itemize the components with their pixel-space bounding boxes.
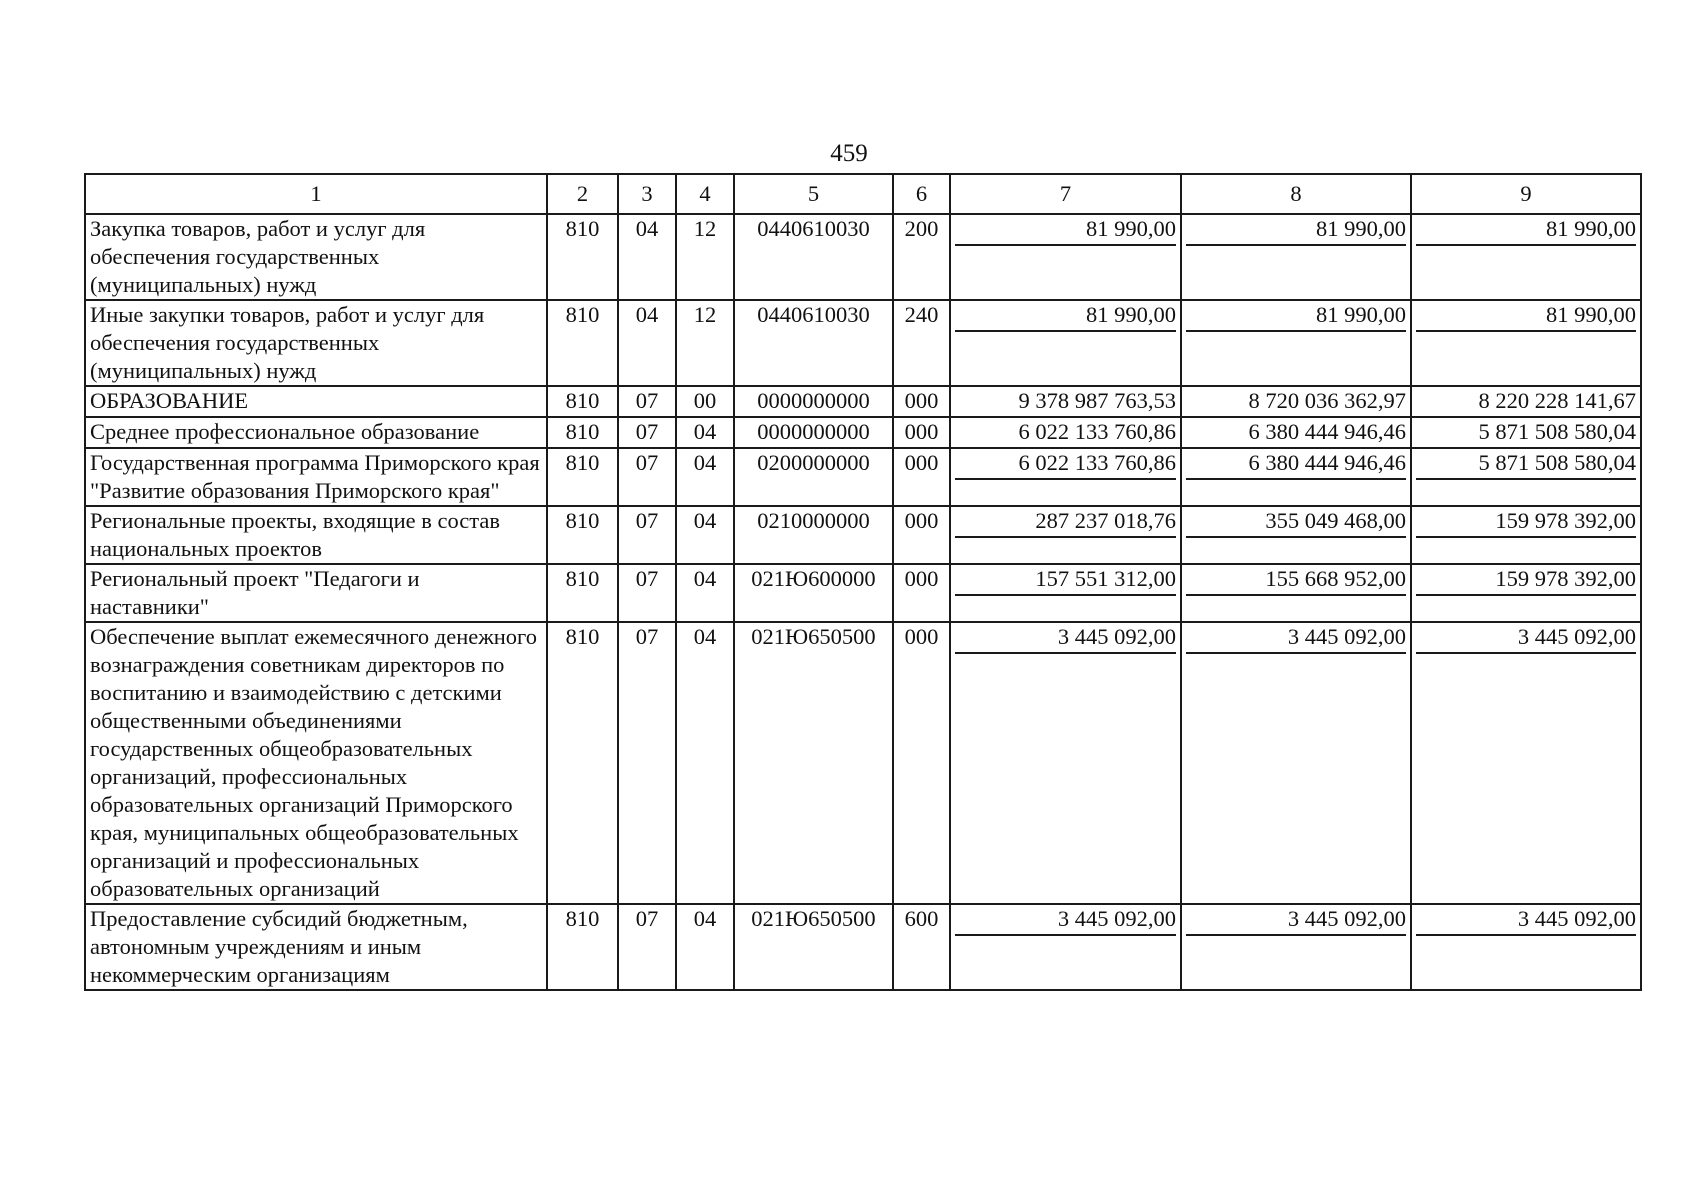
row-gr-code: 810 (547, 506, 618, 564)
row-name: Региональный проект "Педагоги и наставники" (85, 564, 547, 622)
row-vr-code: 000 (893, 417, 950, 448)
row-gr-code: 810 (547, 564, 618, 622)
row-amount-8: 81 990,00 (1186, 301, 1406, 332)
row-amount-9: 159 978 392,00 (1416, 507, 1636, 538)
row-amount-9: 5 871 508 580,04 (1416, 449, 1636, 480)
row-amount-7: 9 378 987 763,53 (955, 387, 1176, 418)
column-header: 1 (85, 174, 547, 214)
row-cs-code: 0200000000 (734, 448, 893, 506)
table-row (85, 622, 1641, 904)
row-vr-code: 000 (893, 564, 950, 622)
row-amount-7: 6 022 133 760,86 (955, 449, 1176, 480)
row-vr-code: 000 (893, 386, 950, 417)
row-pr-code: 00 (676, 386, 734, 417)
row-pr-code: 04 (676, 564, 734, 622)
row-amount-7: 157 551 312,00 (955, 565, 1176, 596)
column-header: 3 (618, 174, 676, 214)
header-row (85, 174, 1641, 214)
row-rz-code: 07 (618, 564, 676, 622)
row-rz-code: 07 (618, 386, 676, 417)
row-cs-code: 0440610030 (734, 300, 893, 386)
row-amount-8: 6 380 444 946,46 (1186, 449, 1406, 480)
row-amount-9: 3 445 092,00 (1416, 905, 1636, 936)
table-row (85, 448, 1641, 506)
row-name: Закупка товаров, работ и услуг для обеспечения государственных (муниципальных) нужд (85, 214, 547, 300)
row-gr-code: 810 (547, 448, 618, 506)
budget-table (84, 173, 1642, 991)
row-cs-code: 021Ю650500 (734, 904, 893, 990)
row-pr-code: 12 (676, 300, 734, 386)
row-amount-8: 81 990,00 (1186, 215, 1406, 246)
row-name: Государственная программа Приморского края "Развитие образования Приморского края" (85, 448, 547, 506)
row-cs-code: 0210000000 (734, 506, 893, 564)
column-header: 7 (950, 174, 1181, 214)
table-row (85, 506, 1641, 564)
row-cs-code: 0000000000 (734, 386, 893, 417)
row-amount-8: 3 445 092,00 (1186, 905, 1406, 936)
row-name: Региональные проекты, входящие в состав национальных проектов (85, 506, 547, 564)
row-amount-7: 6 022 133 760,86 (955, 418, 1176, 449)
row-amount-8: 6 380 444 946,46 (1186, 418, 1406, 449)
row-rz-code: 07 (618, 622, 676, 904)
row-vr-code: 200 (893, 214, 950, 300)
row-pr-code: 04 (676, 417, 734, 448)
column-header: 8 (1181, 174, 1411, 214)
row-amount-7: 3 445 092,00 (955, 623, 1176, 654)
row-vr-code: 240 (893, 300, 950, 386)
row-cs-code: 021Ю650500 (734, 622, 893, 904)
row-rz-code: 07 (618, 417, 676, 448)
row-amount-9: 8 220 228 141,67 (1416, 387, 1636, 418)
row-cs-code: 021Ю600000 (734, 564, 893, 622)
row-name: Обеспечение выплат ежемесячного денежного вознаграждения советникам директоров по воспитанию и взаимодействию с детскими общественными объединениями государственных общеобразовательных организаций, профессиональных образовательных организаций Приморского края, муниципальных общеобразовательных организаций и профессиональных образовательных организаций (85, 622, 547, 904)
row-gr-code: 810 (547, 417, 618, 448)
row-amount-8: 155 668 952,00 (1186, 565, 1406, 596)
row-gr-code: 810 (547, 300, 618, 386)
row-gr-code: 810 (547, 622, 618, 904)
page-number: 459 (830, 140, 868, 167)
row-rz-code: 04 (618, 300, 676, 386)
row-vr-code: 000 (893, 448, 950, 506)
row-gr-code: 810 (547, 904, 618, 990)
row-amount-7: 287 237 018,76 (955, 507, 1176, 538)
row-vr-code: 600 (893, 904, 950, 990)
row-pr-code: 12 (676, 214, 734, 300)
column-header: 5 (734, 174, 893, 214)
column-header: 4 (676, 174, 734, 214)
table-row (85, 300, 1641, 386)
row-amount-7: 81 990,00 (955, 215, 1176, 246)
row-amount-9: 81 990,00 (1416, 215, 1636, 246)
column-header: 2 (547, 174, 618, 214)
table-row (85, 564, 1641, 622)
row-amount-8: 8 720 036 362,97 (1186, 387, 1406, 418)
row-rz-code: 07 (618, 448, 676, 506)
row-rz-code: 07 (618, 904, 676, 990)
row-name: Среднее профессиональное образование (85, 417, 547, 448)
row-cs-code: 0000000000 (734, 417, 893, 448)
row-pr-code: 04 (676, 904, 734, 990)
row-amount-7: 3 445 092,00 (955, 905, 1176, 936)
table-row (85, 417, 1641, 448)
row-name: Иные закупки товаров, работ и услуг для обеспечения государственных (муниципальных) нужд (85, 300, 547, 386)
row-name: ОБРАЗОВАНИЕ (85, 386, 547, 417)
column-header: 9 (1411, 174, 1641, 214)
row-cs-code: 0440610030 (734, 214, 893, 300)
row-pr-code: 04 (676, 448, 734, 506)
row-rz-code: 04 (618, 214, 676, 300)
table-row (85, 214, 1641, 300)
row-amount-8: 3 445 092,00 (1186, 623, 1406, 654)
row-amount-9: 81 990,00 (1416, 301, 1636, 332)
row-vr-code: 000 (893, 506, 950, 564)
row-gr-code: 810 (547, 386, 618, 417)
row-amount-9: 159 978 392,00 (1416, 565, 1636, 596)
row-pr-code: 04 (676, 622, 734, 904)
row-gr-code: 810 (547, 214, 618, 300)
row-pr-code: 04 (676, 506, 734, 564)
row-name: Предоставление субсидий бюджетным, автономным учреждениям и иным некоммерческим организациям (85, 904, 547, 990)
row-amount-9: 5 871 508 580,04 (1416, 418, 1636, 449)
table-row (85, 904, 1641, 990)
table-row (85, 386, 1641, 417)
row-vr-code: 000 (893, 622, 950, 904)
column-header: 6 (893, 174, 950, 214)
row-amount-7: 81 990,00 (955, 301, 1176, 332)
row-amount-8: 355 049 468,00 (1186, 507, 1406, 538)
row-amount-9: 3 445 092,00 (1416, 623, 1636, 654)
row-rz-code: 07 (618, 506, 676, 564)
